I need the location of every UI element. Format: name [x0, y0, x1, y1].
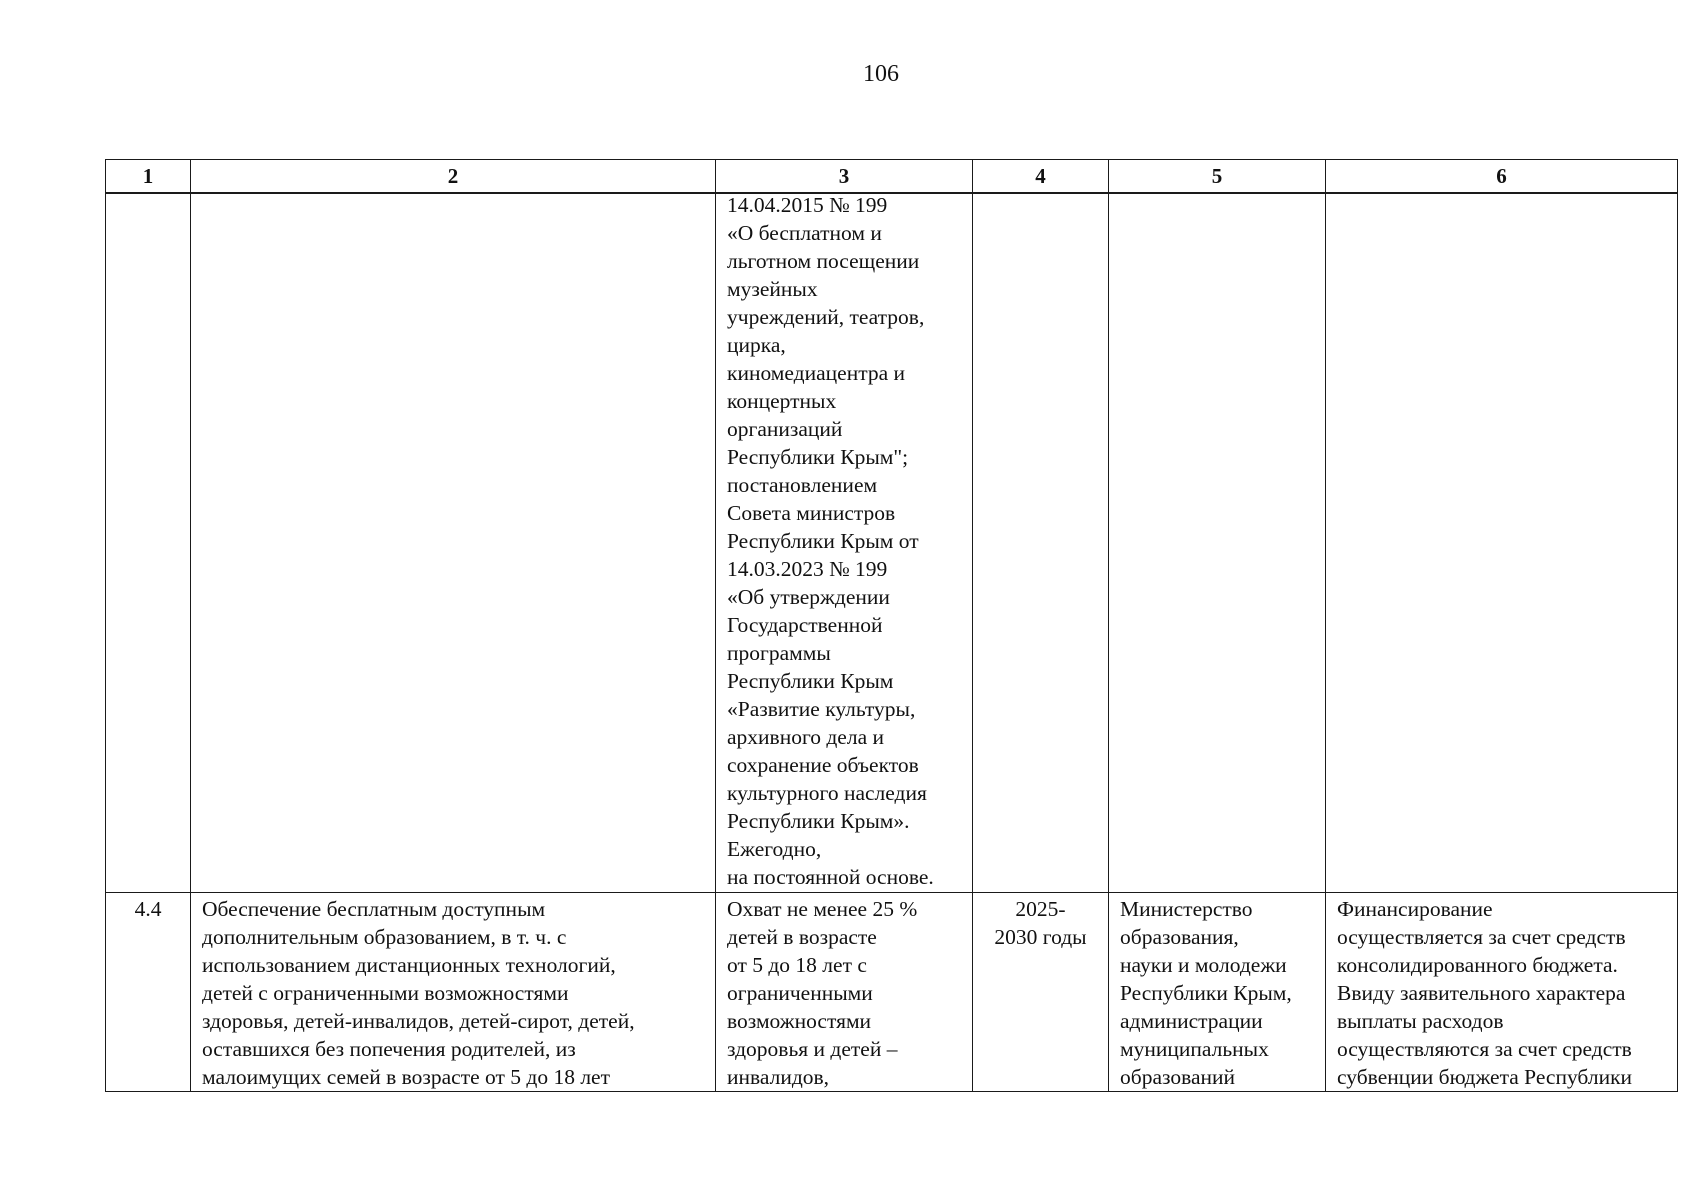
period-cell: [973, 193, 1109, 893]
financing-text: Финансирование осуществляется за счет средств консолидированного бюджета. Ввиду заявительного характера выплаты расходов осуществляются за счет средств субвенции бюджета Республики: [1337, 897, 1633, 1089]
result-cell: [716, 193, 973, 893]
column-header-6: 6: [1326, 160, 1678, 194]
result-text: 14.04.2015 № 199 «О бесплатном и льготном посещении музейных учреждений, театров, цирка, киномедиацентра и концертных организаций Республики Крым"; постановлением Совета министров Республики Крым от 14.03.2023 № 199 «Об утверждении Государственной программы Республики Крым «Развитие культуры, архивного дела и сохранение объектов культурного наследия Республики Крым». Ежегодно, на постоянной основе.: [727, 193, 934, 889]
row-number-cell: [106, 893, 191, 1092]
row-number: 4.4: [134, 897, 162, 921]
period-cell: [973, 893, 1109, 1092]
measure-cell: [191, 193, 716, 893]
measure-cell: [191, 893, 716, 1092]
financing-cell: [1326, 893, 1678, 1092]
executor-text: Министерство образования, науки и молодежи Республики Крым, администрации муниципальных образований: [1120, 897, 1292, 1089]
financing-cell: [1326, 193, 1678, 893]
executor-cell: [1109, 893, 1326, 1092]
table-row: [106, 893, 1678, 1092]
column-header-5: 5: [1109, 160, 1326, 194]
result-text: Охват не менее 25 % детей в возрасте от 5 до 18 лет с ограниченными возможностями здоровья и детей – инвалидов,: [727, 897, 918, 1089]
table-header-row: [106, 160, 1678, 194]
table-row: [106, 193, 1678, 893]
period-text: 2025- 2030 годы: [994, 897, 1087, 949]
page-number: 106: [863, 61, 899, 87]
column-header-1: 1: [106, 160, 191, 194]
row-number-cell: [106, 193, 191, 893]
column-header-4: 4: [973, 160, 1109, 194]
measure-text: Обеспечение бесплатным доступным дополнительным образованием, в т. ч. с использованием дистанционных технологий, детей с ограниченными возможностями здоровья, детей-инвалидов, детей-сирот, детей, оставшихся без попечения родителей, из малоимущих семей в возрасте от 5 до 18 лет: [202, 897, 635, 1089]
column-header-2: 2: [191, 160, 716, 194]
result-cell: [716, 893, 973, 1092]
executor-cell: [1109, 193, 1326, 893]
document-table: [105, 159, 1678, 1092]
column-header-3: 3: [716, 160, 973, 194]
